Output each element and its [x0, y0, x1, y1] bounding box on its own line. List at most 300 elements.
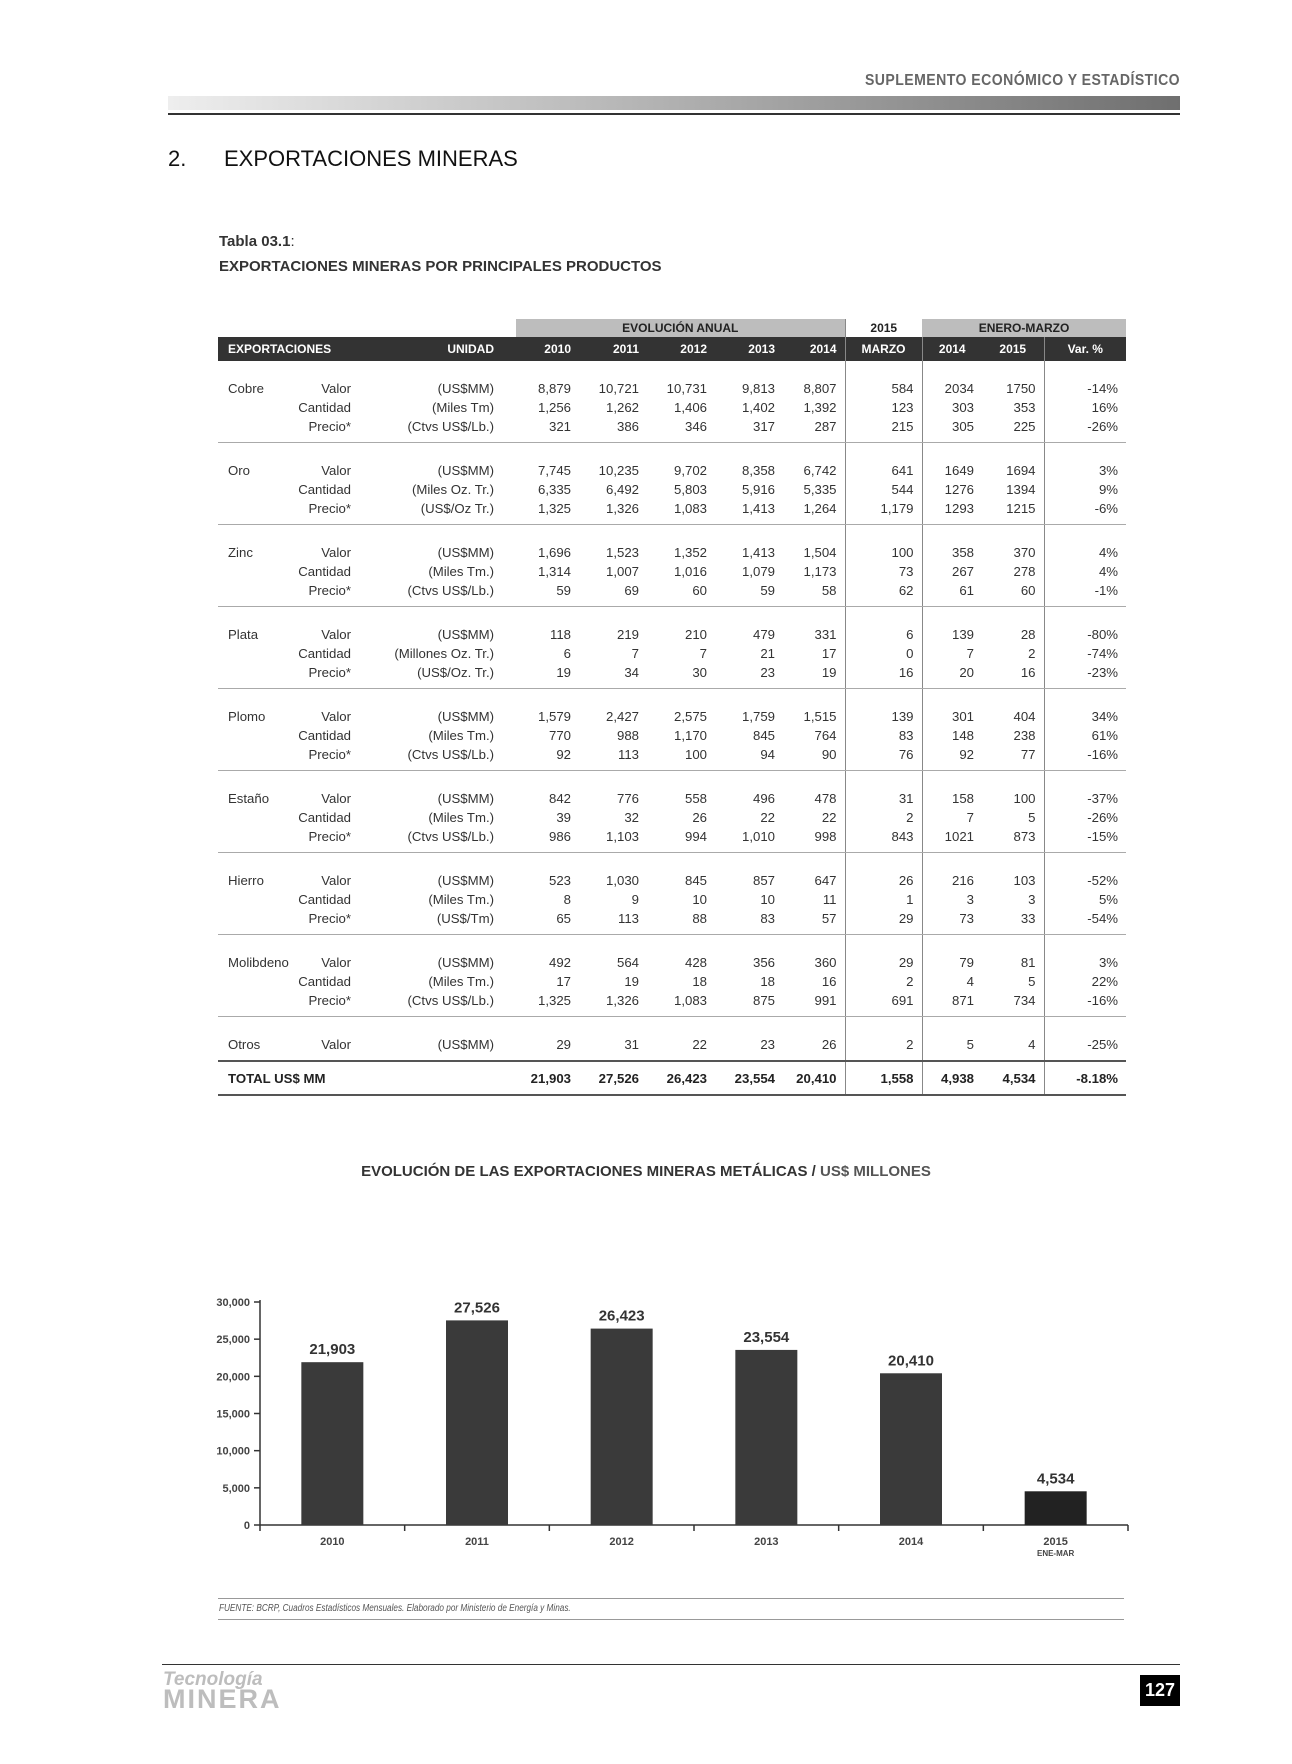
table-cell: 770	[548, 728, 571, 743]
table-cell: 3%	[1044, 935, 1126, 973]
unit-label: (Ctvs US$/Lb.)	[361, 581, 516, 607]
page-number: 127	[1140, 1675, 1180, 1706]
total-row	[218, 1061, 1126, 1095]
table-cell: 81	[1020, 955, 1036, 970]
table-cell: 118	[549, 627, 571, 642]
table-cell: 1,759	[741, 709, 775, 724]
product-name	[218, 581, 296, 607]
table-cell: 8,807	[803, 381, 837, 396]
x-tick-label: 2012	[609, 1536, 634, 1548]
table-cell: 301	[922, 689, 982, 727]
table-cell: 16%	[1044, 398, 1126, 417]
table-cell: 1,264	[783, 499, 845, 525]
table-cell: 496	[752, 791, 775, 806]
section-title	[168, 146, 518, 172]
table-cell: 287	[783, 417, 845, 443]
unit-label: (US$MM)	[437, 709, 494, 724]
table-cell: 356	[752, 955, 775, 970]
table-cell: 1694	[1006, 463, 1036, 478]
table-cell: 5	[922, 1017, 982, 1062]
measure-label: Precio*	[296, 745, 361, 771]
table-cell: -52%	[1044, 853, 1126, 891]
table-cell: 58	[783, 581, 845, 607]
table-cell: -23%	[1044, 663, 1126, 689]
table-cell: 3	[1028, 892, 1036, 907]
table-cell: 33	[982, 909, 1044, 935]
table-cell: 34%	[1044, 689, 1126, 727]
table-cell: 9,702	[673, 463, 707, 478]
measure-label: Precio*	[296, 991, 361, 1017]
footer-rule	[162, 1664, 1180, 1665]
table-cell: 90	[783, 745, 845, 771]
table-cell: 31	[845, 771, 922, 809]
product-name	[218, 972, 296, 991]
product-group	[218, 935, 1126, 1017]
table-cell: 113	[579, 745, 647, 771]
table-cell: 544	[845, 480, 922, 499]
table-cell: 30	[647, 663, 715, 689]
unit-label: (Ctvs US$/Lb.)	[361, 827, 516, 853]
x-tick-label: 2015	[1043, 1536, 1068, 1548]
unit-label: (Miles Tm)	[431, 400, 494, 415]
footer-logo	[163, 1670, 282, 1713]
measure-label: Cantidad	[298, 974, 351, 989]
product-name	[218, 808, 296, 827]
col-header-var: Var. %	[1044, 337, 1126, 361]
product-group	[218, 607, 1126, 689]
table-cell: 148	[922, 726, 982, 745]
table-cell: 216	[922, 853, 982, 891]
table-cell: 57	[783, 909, 845, 935]
table-cell: 59	[715, 581, 783, 607]
x-tick-label: 2014	[898, 1536, 924, 1548]
table-row	[218, 398, 1126, 417]
measure-label: Cantidad	[298, 728, 351, 743]
exports-table	[218, 319, 1126, 1096]
unit-label: (Miles Tm.)	[428, 810, 494, 825]
table-cell: 2	[1028, 646, 1036, 661]
table-cell: 225	[982, 417, 1044, 443]
y-tick-label: 25,000	[216, 1334, 250, 1347]
unit-label: (US$MM)	[437, 381, 494, 396]
unit-label: (Miles Tm.)	[428, 974, 494, 989]
table-cell: 10	[692, 892, 707, 907]
table-caption	[219, 229, 662, 279]
source-note: FUENTE: BCRP, Cuadros Estadísticos Mensuales. Elaborado por Ministerio de Energía y Minas.	[219, 1603, 571, 1614]
table-cell: 18	[692, 974, 707, 989]
table-cell: 61	[922, 581, 982, 607]
table-cell: 23	[715, 663, 783, 689]
header-gradient-bar	[168, 96, 1180, 110]
table-cell: 1,326	[579, 499, 647, 525]
table-cell: 9%	[1044, 480, 1126, 499]
table-cell: 16	[982, 663, 1044, 689]
table-cell: 10,235	[598, 463, 639, 478]
measure-label: Precio*	[296, 581, 361, 607]
table-label: Tabla 03.1	[219, 233, 291, 250]
table-cell: 994	[647, 827, 715, 853]
y-tick-label: 0	[243, 1520, 250, 1532]
table-cell: 34	[579, 663, 647, 689]
table-cell: 100	[1013, 791, 1036, 806]
table-cell: 331	[814, 627, 837, 642]
product-name: Cobre	[228, 381, 264, 396]
table-cell: -26%	[1044, 417, 1126, 443]
table-cell: 1,523	[605, 545, 639, 560]
product-name	[218, 909, 296, 935]
table-cell: 5,803	[673, 482, 707, 497]
product-group	[218, 361, 1126, 443]
table-cell: 28	[1020, 627, 1036, 642]
table-cell: 1,079	[741, 564, 775, 579]
table-cell: 358	[922, 525, 982, 563]
table-cell: 267	[922, 562, 982, 581]
table-cell: 1,696	[537, 545, 571, 560]
unit-label: (US$/Tm)	[361, 909, 516, 935]
table-cell: 2	[845, 972, 922, 991]
table-cell: 103	[1013, 873, 1036, 888]
table-cell: 158	[922, 771, 982, 809]
table-cell: 1750	[1006, 381, 1036, 396]
table-cell: 492	[548, 955, 571, 970]
measure-label: Cantidad	[298, 400, 351, 415]
table-row	[218, 443, 1126, 481]
table-cell: 1,515	[803, 709, 837, 724]
table-cell: 1,326	[579, 991, 647, 1017]
group-header-annual: EVOLUCIÓN ANUAL	[516, 319, 845, 337]
table-cell: 1,314	[537, 564, 571, 579]
table-cell: 4	[982, 1017, 1044, 1062]
measure-label: Valor	[321, 791, 351, 806]
table-cell: 5,916	[741, 482, 775, 497]
table-cell: 62	[845, 581, 922, 607]
table-cell: 83	[715, 909, 783, 935]
measure-label: Valor	[321, 463, 351, 478]
table-cell: 88	[647, 909, 715, 935]
col-header-ene-mar-2014: 2014	[922, 337, 982, 361]
measure-label: Precio*	[296, 499, 361, 525]
table-cell: 4%	[1044, 562, 1126, 581]
table-cell: 73	[845, 562, 922, 581]
table-cell: 60	[647, 581, 715, 607]
table-cell: 139	[845, 689, 922, 727]
product-name: Zinc	[228, 545, 253, 560]
product-name: Plomo	[228, 709, 266, 724]
product-name	[218, 663, 296, 689]
table-cell: 92	[516, 745, 579, 771]
table-cell: 691	[845, 991, 922, 1017]
table-cell: 991	[783, 991, 845, 1017]
table-row	[218, 745, 1126, 771]
table-cell: 2,575	[673, 709, 707, 724]
table-cell: 60	[982, 581, 1044, 607]
table-cell: 734	[982, 991, 1044, 1017]
table-cell: 764	[814, 728, 837, 743]
unit-label: (US$MM)	[437, 463, 494, 478]
table-cell: 360	[814, 955, 837, 970]
chart-bar	[591, 1329, 653, 1525]
chart-bar	[1025, 1491, 1087, 1525]
table-cell: 29	[516, 1017, 579, 1062]
product-group	[218, 771, 1126, 853]
measure-label: Precio*	[296, 663, 361, 689]
y-tick-label: 30,000	[216, 1297, 250, 1309]
table-cell: 65	[516, 909, 579, 935]
exports-bar-chart	[210, 1225, 1140, 1565]
bar-value-label: 27,526	[454, 1299, 500, 1317]
table-cell: 1	[845, 890, 922, 909]
table-row	[218, 935, 1126, 973]
table-cell: 5	[1028, 810, 1036, 825]
product-name	[218, 827, 296, 853]
table-cell: 1,413	[741, 545, 775, 560]
table-cell: 0	[845, 644, 922, 663]
table-cell: 1276	[922, 480, 982, 499]
table-cell: 100	[845, 525, 922, 563]
header-rule	[168, 113, 1180, 115]
chart-bar	[735, 1350, 797, 1525]
table-row	[218, 1017, 1126, 1062]
measure-label: Cantidad	[298, 564, 351, 579]
table-row	[218, 663, 1126, 689]
table-row	[218, 499, 1126, 525]
measure-label: Valor	[321, 955, 351, 970]
table-cell: 303	[922, 398, 982, 417]
table-row	[218, 689, 1126, 727]
product-name: Estaño	[228, 791, 270, 806]
table-cell: 100	[647, 745, 715, 771]
table-cell: 3	[922, 890, 982, 909]
table-cell: 6	[563, 646, 571, 661]
col-header-2012: 2012	[647, 337, 715, 361]
unit-label: (Millones Oz. Tr.)	[394, 646, 494, 661]
product-name: Otros	[218, 1017, 296, 1062]
table-cell: 83	[845, 726, 922, 745]
table-cell: 1,256	[537, 400, 571, 415]
table-cell: 19	[783, 663, 845, 689]
table-cell: 317	[715, 417, 783, 443]
table-cell: -16%	[1044, 991, 1126, 1017]
table-cell: 1,030	[605, 873, 639, 888]
x-tick-sublabel: ENE-MAR	[1036, 1549, 1075, 1558]
table-cell: 875	[715, 991, 783, 1017]
table-cell: 6,335	[537, 482, 571, 497]
table-cell: 61%	[1044, 726, 1126, 745]
table-cell: -25%	[1044, 1017, 1126, 1062]
product-name: Hierro	[228, 873, 264, 888]
table-cell: 1,352	[673, 545, 707, 560]
table-cell: 871	[922, 991, 982, 1017]
table-cell: -54%	[1044, 909, 1126, 935]
table-cell: -26%	[1044, 808, 1126, 827]
table-cell: 1,179	[845, 499, 922, 525]
table-row	[218, 581, 1126, 607]
unit-label: (Miles Tm.)	[428, 728, 494, 743]
bar-value-label: 21,903	[309, 1341, 356, 1359]
table-cell: -80%	[1044, 607, 1126, 645]
table-cell: 1,325	[516, 499, 579, 525]
table-cell: 23	[715, 1017, 783, 1062]
table-cell: 7	[922, 808, 982, 827]
table-group-header-row	[218, 319, 1126, 337]
table-cell: 1649	[922, 443, 982, 481]
table-cell: 988	[616, 728, 639, 743]
measure-label: Cantidad	[298, 482, 351, 497]
unit-label: (US$/Oz Tr.)	[361, 499, 516, 525]
unit-label: (Ctvs US$/Lb.)	[361, 991, 516, 1017]
table-cell: 857	[752, 873, 775, 888]
table-cell: 22%	[1044, 972, 1126, 991]
col-header-exportaciones: EXPORTACIONES	[218, 337, 361, 361]
table-cell: 278	[1013, 564, 1036, 579]
table-cell: 3%	[1044, 443, 1126, 481]
x-tick-label: 2011	[465, 1536, 489, 1548]
table-cell: -1%	[1044, 581, 1126, 607]
table-cell: 77	[982, 745, 1044, 771]
table-row	[218, 909, 1126, 935]
table-cell: 1,170	[673, 728, 707, 743]
table-cell: 370	[1013, 545, 1036, 560]
table-row	[218, 644, 1126, 663]
product-name: Plata	[228, 627, 259, 642]
product-group	[218, 853, 1126, 935]
table-cell: 6	[845, 607, 922, 645]
product-group	[218, 689, 1126, 771]
table-cell: 2	[845, 1017, 922, 1062]
col-header-2010: 2010	[516, 337, 579, 361]
table-row	[218, 890, 1126, 909]
measure-label: Precio*	[296, 417, 361, 443]
table-cell: 17	[556, 974, 571, 989]
table-cell: -14%	[1044, 361, 1126, 398]
col-header-2014: 2014	[783, 337, 845, 361]
table-row	[218, 562, 1126, 581]
table-cell: 4	[922, 972, 982, 991]
source-top-rule	[218, 1598, 1124, 1599]
group-header-period: ENERO-MARZO	[922, 319, 1126, 337]
unit-label: (Ctvs US$/Lb.)	[361, 417, 516, 443]
table-cell: 2034	[922, 361, 982, 398]
y-tick-label: 20,000	[216, 1371, 250, 1384]
group-header-year: 2015	[845, 319, 922, 337]
chart-title-units: US$ MILLONES	[820, 1163, 931, 1180]
unit-label: (US$/Oz. Tr.)	[361, 663, 516, 689]
table-cell: 7	[699, 646, 707, 661]
total-group	[218, 1061, 1126, 1095]
table-cell: 1394	[1006, 482, 1036, 497]
unit-label: (US$MM)	[437, 545, 494, 560]
total-cell: 1,558	[845, 1061, 922, 1095]
table-cell: 1293	[922, 499, 982, 525]
measure-label: Valor	[321, 873, 351, 888]
table-cell: 59	[516, 581, 579, 607]
y-tick-label: 15,000	[216, 1408, 250, 1421]
table-cell: 210	[684, 627, 707, 642]
table-cell: 1,392	[803, 400, 837, 415]
table-cell: 4%	[1044, 525, 1126, 563]
total-cell: 4,534	[982, 1061, 1044, 1095]
table-row	[218, 726, 1126, 745]
chart-bar	[880, 1373, 942, 1525]
table-cell: 26	[845, 853, 922, 891]
table-cell: 1,262	[605, 400, 639, 415]
table-cell: 22	[647, 1017, 715, 1062]
unit-label: (Ctvs US$/Lb.)	[361, 745, 516, 771]
table-cell: 139	[922, 607, 982, 645]
bar-value-label: 4,534	[1036, 1470, 1075, 1488]
section-number: 2.	[168, 146, 187, 171]
table-cell: 10,731	[666, 381, 707, 396]
table-cell: 73	[922, 909, 982, 935]
measure-label: Valor	[296, 1017, 361, 1062]
chart-bar	[446, 1320, 508, 1525]
table-cell: 215	[845, 417, 922, 443]
measure-label: Precio*	[296, 827, 361, 853]
table-cell: 647	[814, 873, 837, 888]
table-cell: 7	[631, 646, 639, 661]
product-name	[218, 644, 296, 663]
table-cell: 29	[845, 909, 922, 935]
chart-bar	[301, 1362, 363, 1525]
measure-label: Valor	[321, 381, 351, 396]
product-name	[218, 417, 296, 443]
table-cell: 558	[684, 791, 707, 806]
total-cell: 4,938	[922, 1061, 982, 1095]
table-row	[218, 991, 1126, 1017]
y-tick-label: 10,000	[216, 1445, 250, 1458]
table-cell: 2,427	[605, 709, 639, 724]
table-cell: 92	[922, 745, 982, 771]
total-label: TOTAL US$ MM	[218, 1061, 516, 1095]
table-cell: 986	[516, 827, 579, 853]
table-cell: 386	[579, 417, 647, 443]
table-cell: 1,325	[516, 991, 579, 1017]
product-name	[218, 745, 296, 771]
table-cell: 16	[845, 663, 922, 689]
table-cell: 564	[616, 955, 639, 970]
chart-title	[0, 1163, 1292, 1180]
table-cell: 1,083	[647, 499, 715, 525]
measure-label: Cantidad	[298, 810, 351, 825]
table-row	[218, 480, 1126, 499]
table-row	[218, 525, 1126, 563]
table-row	[218, 607, 1126, 645]
table-cell: 6,742	[803, 463, 837, 478]
table-row	[218, 417, 1126, 443]
table-cell: 641	[845, 443, 922, 481]
bar-value-label: 20,410	[888, 1352, 934, 1370]
product-name	[218, 991, 296, 1017]
table-cell: 20	[922, 663, 982, 689]
bar-value-label: 26,423	[598, 1307, 645, 1325]
section-title-text: EXPORTACIONES MINERAS	[224, 146, 518, 171]
table-cell: 32	[624, 810, 639, 825]
table-cell: -15%	[1044, 827, 1126, 853]
col-header-ene-mar-2015: 2015	[982, 337, 1044, 361]
table-cell: 1,173	[803, 564, 837, 579]
unit-label: (Miles Oz. Tr.)	[411, 482, 494, 497]
table-label-suffix: :	[290, 233, 295, 250]
table-cell: 17	[821, 646, 837, 661]
bar-value-label: 23,554	[743, 1328, 790, 1346]
product-name: Molibdeno	[228, 955, 289, 970]
table-cell: 1,103	[579, 827, 647, 853]
table-row	[218, 853, 1126, 891]
table-cell: 16	[821, 974, 837, 989]
unit-label: (Miles Tm.)	[428, 564, 494, 579]
table-cell: 1,010	[715, 827, 783, 853]
col-header-2011: 2011	[579, 337, 647, 361]
